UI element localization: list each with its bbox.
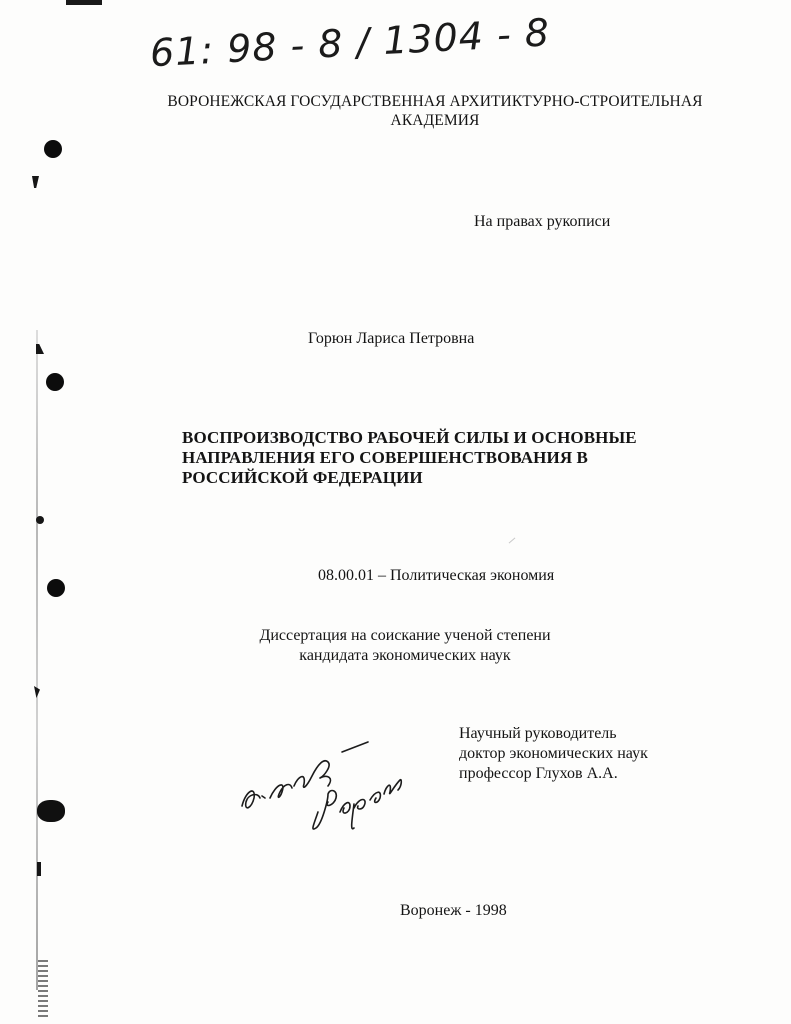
title-line-3: РОССИЙСКОЙ ФЕДЕРАЦИИ (182, 468, 423, 487)
author-name: Горюн Лариса Петровна (308, 330, 475, 347)
scan-edge-mark (36, 516, 44, 524)
degree-statement (225, 626, 585, 666)
supervisor-line-2: доктор экономических наук (459, 745, 648, 762)
scan-edge-mark (36, 344, 44, 354)
handwritten-shelf-mark (148, 10, 551, 84)
supervisor-line-3: профессор Глухов А.А. (459, 765, 618, 782)
institution-line-1: ВОРОНЕЖСКАЯ ГОСУДАРСТВЕННАЯ АРХИТИКТУРНО-СТРОИТЕЛЬНАЯ (167, 93, 703, 110)
supervisor-block (459, 724, 648, 784)
scan-edge-blob (37, 800, 65, 822)
punch-hole-1 (44, 140, 62, 158)
rights-note: На правах рукописи (474, 213, 611, 230)
scan-speck (509, 538, 516, 544)
institution-name (150, 92, 720, 130)
institution-line-2: АКАДЕМИЯ (390, 112, 480, 129)
scan-edge-dots (38, 960, 48, 1020)
title-line-1: ВОСПРОИЗВОДСТВО РАБОЧЕЙ СИЛЫ И ОСНОВНЫЕ (182, 428, 637, 447)
shelf-mark-text: 61: 98 - 8 / 1304 - 8 (148, 10, 551, 76)
scan-edge-mark (37, 862, 41, 876)
degree-line-2: кандидата экономических наук (299, 647, 511, 664)
handwritten-signature (232, 728, 422, 840)
scan-edge-mark (32, 176, 39, 188)
punch-hole-3 (47, 579, 65, 597)
specialty-code: 08.00.01 – Политическая экономия (318, 567, 555, 584)
punch-hole-2 (46, 373, 64, 391)
binding-edge-line (36, 330, 38, 990)
degree-line-1: Диссертация на соискание ученой степени (259, 627, 551, 644)
dissertation-title (182, 428, 702, 488)
scan-edge-mark-top (66, 0, 102, 5)
supervisor-line-1: Научный руководитель (459, 725, 617, 742)
place-and-year: Воронеж - 1998 (400, 902, 507, 919)
title-line-2: НАПРАВЛЕНИЯ ЕГО СОВЕРШЕНСТВОВАНИЯ В (182, 448, 588, 467)
